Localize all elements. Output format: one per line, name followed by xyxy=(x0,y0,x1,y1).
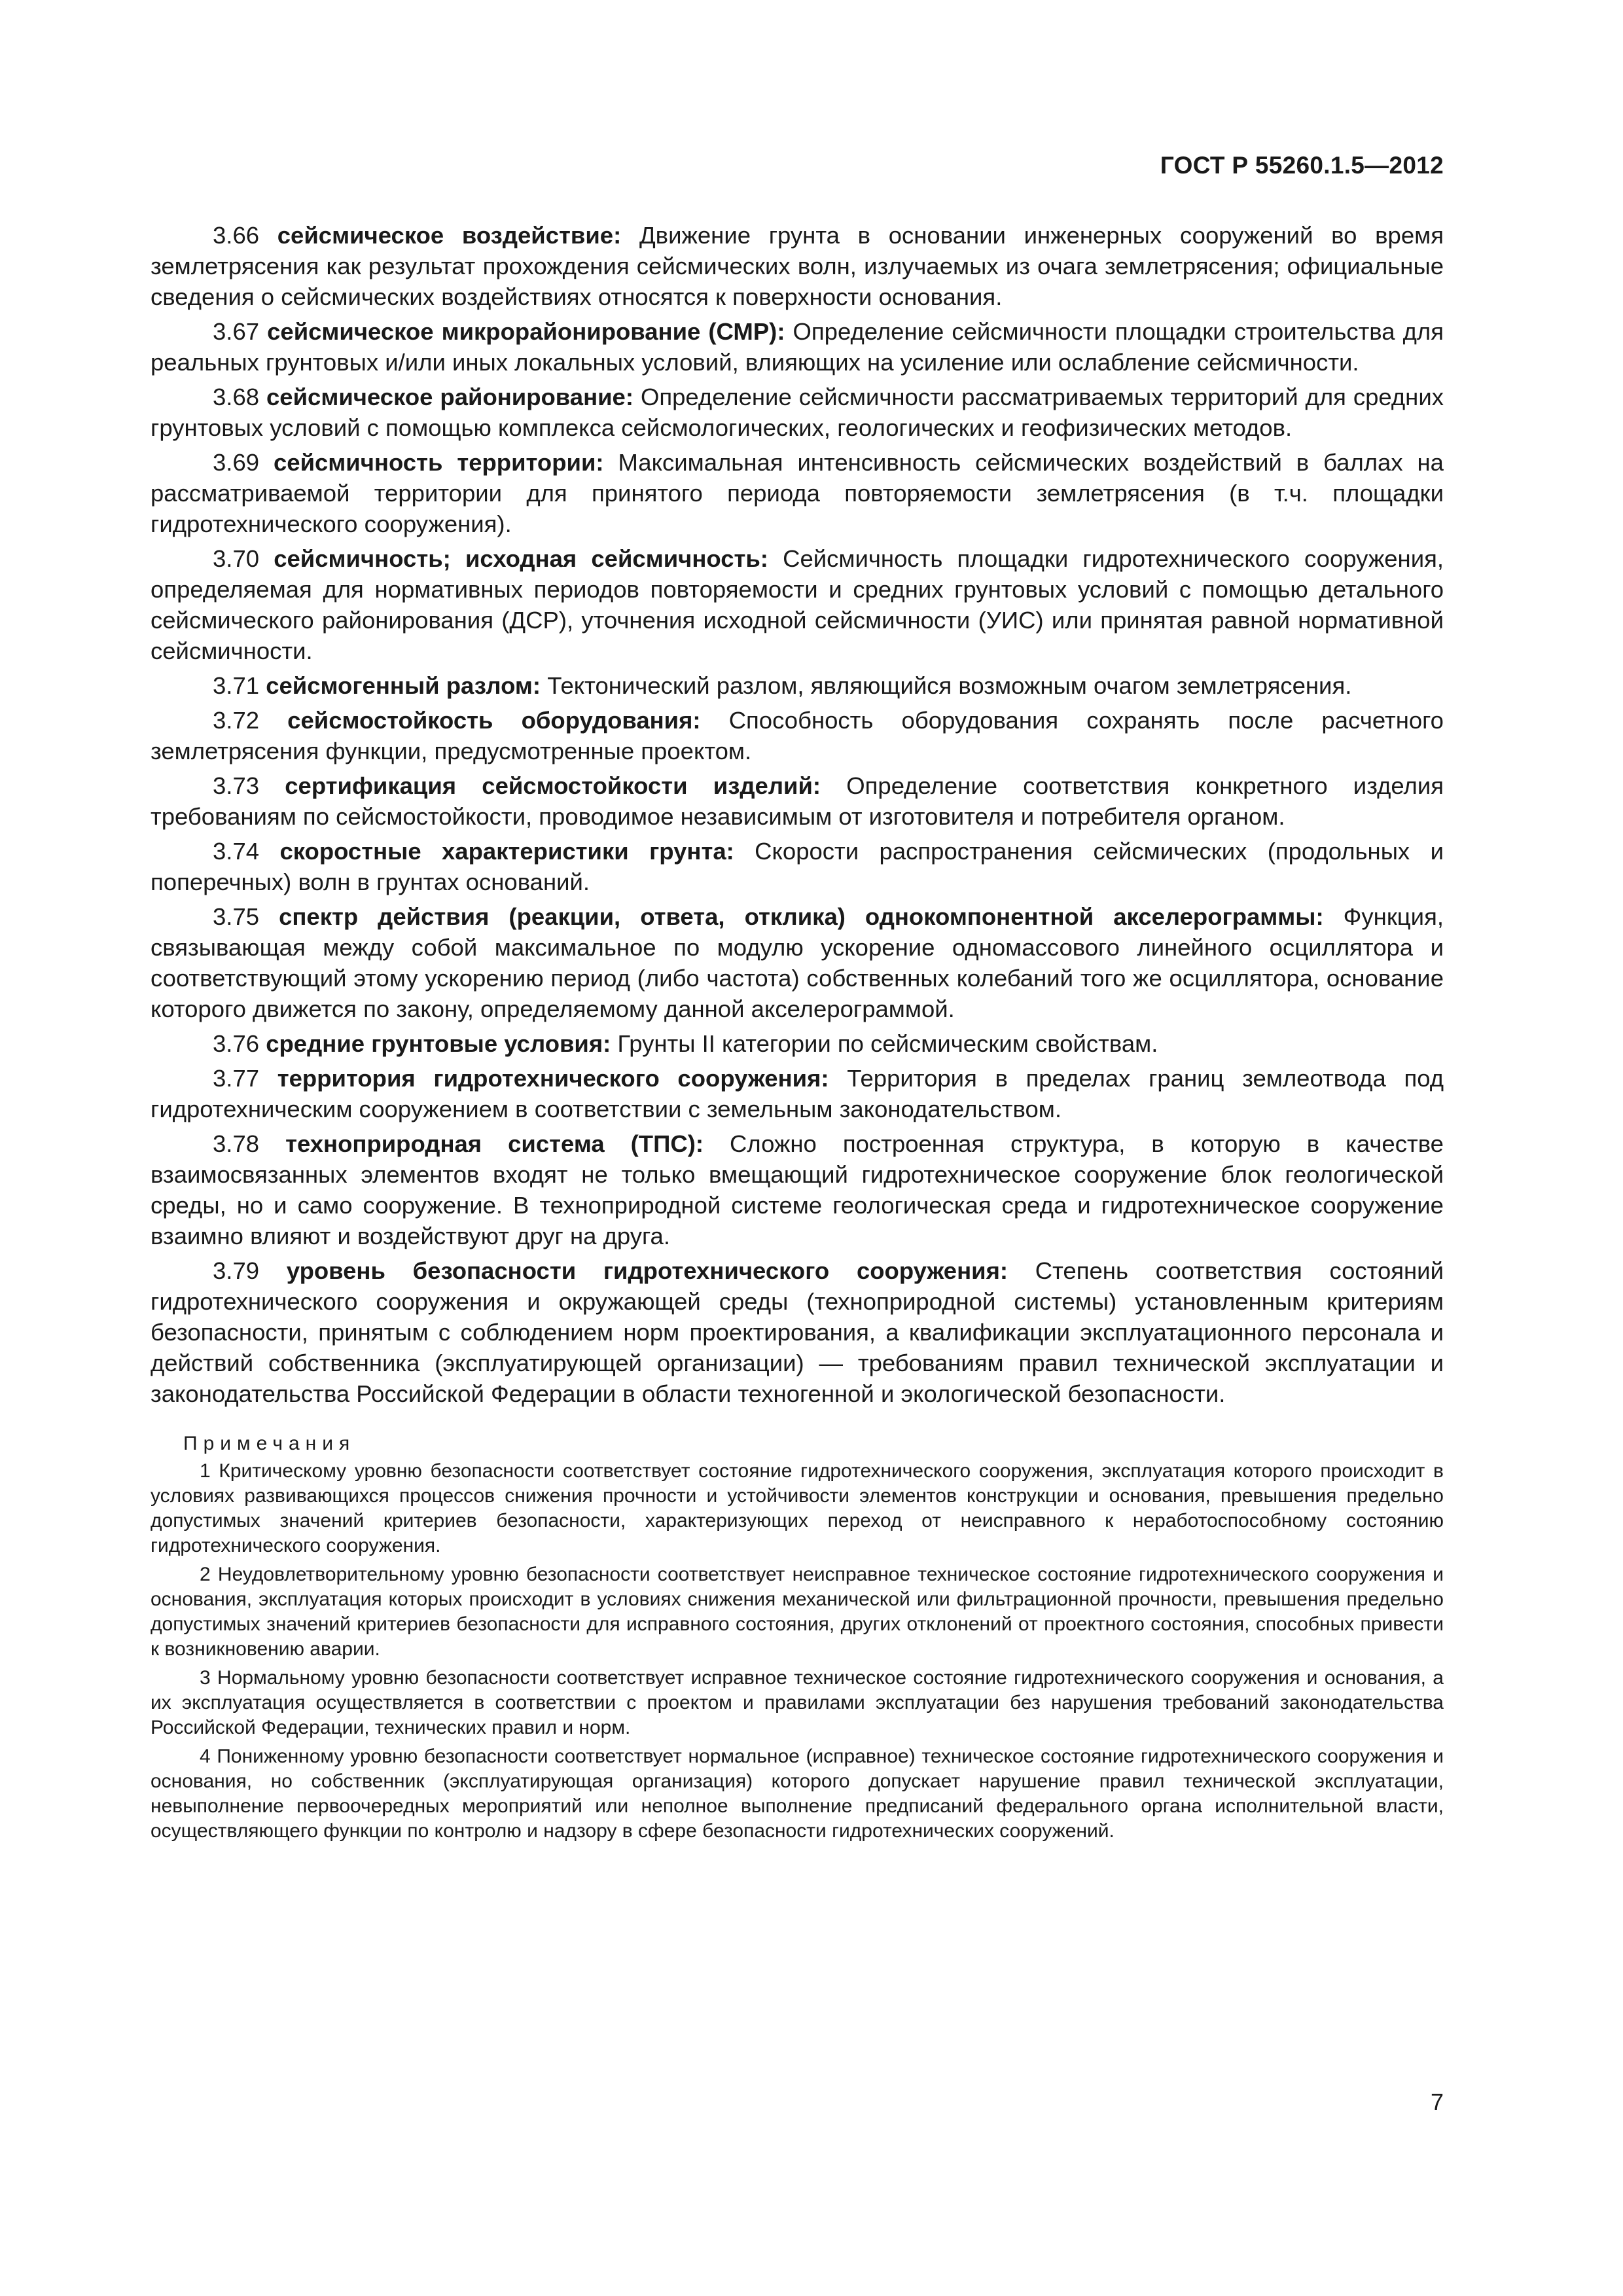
term-number: 3.77 xyxy=(213,1065,260,1092)
document-page xyxy=(151,151,1444,2212)
term-definition: Сложно построенная структура, в которую в качестве взаимосвязанных элементов входят не только вмещающий гидротехническое сооружение блок геологической среды, но и само сооружение. В технoприродной системе геологическая среда и гидротехническое сооружение взаимно влияют и воздействуют друг на друга. xyxy=(151,1130,1444,1249)
term-name: сейсмическое воздействие: xyxy=(277,222,622,249)
term-number: 3.72 xyxy=(213,707,260,734)
term-definition: Сейсмичность площадки гидротехнического сооружения, определяемая для нормативных периодов повторяемости и средних грунтовых условий с помощью детального сейсмического районирования (ДСР), уточнения исходной сейсмичности (УИС) или принятая равной нормативной сейсмичности. xyxy=(151,545,1444,664)
term-number: 3.73 xyxy=(213,772,260,799)
term-entry-3-66 xyxy=(151,220,1444,312)
note-item-4: 4 Пониженному уровню безопасности соответствует нормальное (исправное) техническое состояние гидротехнического сооружения и основания, но собственник (эксплуатирующая организация) которого допускает нарушение правил технической эксплуатации, невыполнение первоочередных мероприятий или неполное выполнение предписаний федерального органа исполнительной власти, осуществляющего функции по контролю и надзору в сфере безопасности гидротехнических сооружений. xyxy=(151,1746,1444,1842)
term-definition: Способность оборудования сохранять после расчетного землетрясения функции, предусмотренные проектом. xyxy=(151,707,1444,764)
term-definition: Территория в пределах границ землеотвода под гидротехническим сооружением в соответствии с земельным законодательством. xyxy=(151,1065,1444,1122)
term-name: сейсмогенный разлом: xyxy=(266,672,541,699)
term-definition: Определение сейсмичности площадки строительства для реальных грунтовых и/или иных локальных условий, влияющих на усиление или ослабление сейсмичности. xyxy=(151,318,1444,376)
terms-list xyxy=(151,220,1444,1409)
document-code-header: ГОСТ Р 55260.1.5—2012 xyxy=(1160,152,1444,179)
notes-section xyxy=(151,1431,1444,1844)
term-entry-3-70 xyxy=(151,543,1444,666)
term-number: 3.79 xyxy=(213,1257,260,1284)
term-entry-3-67 xyxy=(151,316,1444,378)
term-name: сейсмичность территории: xyxy=(273,449,604,476)
term-definition: Движение грунта в основании инженерных сооружений во время землетрясения как результат прохождения сейсмических волн, излучаемых из очага землетрясения; официальные сведения о сейсмических воздействиях относятся к поверхности основания. xyxy=(151,222,1444,310)
term-entry-3-69 xyxy=(151,447,1444,539)
term-entry-3-72 xyxy=(151,705,1444,766)
term-number: 3.70 xyxy=(213,545,260,572)
term-number: 3.74 xyxy=(213,838,260,865)
term-name: сейсмичность; исходная сейсмичность: xyxy=(274,545,768,572)
term-entry-3-73 xyxy=(151,770,1444,832)
term-definition: Определение сейсмичности рассматриваемых территорий для средних грунтовых условий с помощью комплекса сейсмологических, геологических и геофизических методов. xyxy=(151,384,1444,441)
term-number: 3.69 xyxy=(213,449,260,476)
term-number: 3.78 xyxy=(213,1130,260,1157)
page-number: 7 xyxy=(1430,2089,1444,2115)
term-name: сейсмостойкость оборудования: xyxy=(287,707,701,734)
term-definition: Степень соответствия состояний гидротехнического сооружения и окружающей среды (технoприродной системы) установленным критериям безопасности, принятым с соблюдением норм проектирования, а квалификации эксплуатационного персонала и действий собственника (эксплуатирующей организации) — требованиям правил технической эксплуатации и законодательства Российской Федерации в области техногенной и экологической безопасности. xyxy=(151,1257,1444,1407)
term-definition: Функция, связывающая между собой максимальное по модулю ускорение одномассового линейного осциллятора и соответствующий этому ускорению период (либо частота) собственных колебаний того же осциллятора, основание которого движется по закону, определяемому данной акселерограммой. xyxy=(151,903,1444,1022)
term-name: спектр действия (реакции, ответа, отклика) однокомпонентной акселерограммы: xyxy=(279,903,1324,930)
term-entry-3-79 xyxy=(151,1255,1444,1409)
term-number: 3.75 xyxy=(213,903,260,930)
term-name: сейсмическое микрорайонирование (СМР): xyxy=(267,318,785,345)
term-definition: Определение соответствия конкретного изделия требованиям по сейсмостойкости, проводимое независимым от изготовителя и потребителя органом. xyxy=(151,772,1444,830)
note-item-1: 1 Критическому уровню безопасности соответствует состояние гидротехнического сооружения, эксплуатация которого происходит в условиях развивающихся процессов снижения прочности и устойчивости элементов конструкции и основания, превышения предельно допустимых значений критериев безопасности, характеризующих переход от неисправного к неработоспособному состоянию гидротехнического сооружения. xyxy=(151,1460,1444,1556)
term-entry-3-78 xyxy=(151,1128,1444,1251)
term-definition: Тектонический разлом, являющийся возможным очагом землетрясения. xyxy=(547,672,1352,699)
term-name: сейсмическое районирование: xyxy=(266,384,634,410)
term-definition: Грунты II категории по сейсмическим свойствам. xyxy=(617,1030,1158,1057)
term-entry-3-71 xyxy=(151,670,1444,701)
term-entry-3-74 xyxy=(151,836,1444,897)
term-definition: Скорости распространения сейсмических (продольных и поперечных) волн в грунтах оснований. xyxy=(151,838,1444,895)
term-name: сертификация сейсмостойкости изделий: xyxy=(285,772,821,799)
term-number: 3.76 xyxy=(213,1030,260,1057)
note-item-3: 3 Нормальному уровню безопасности соответствует исправное техническое состояние гидротехнического сооружения и основания, а их эксплуатация осуществляется в соответствии с проектом и правилами эксплуатации без нарушения требований законодательства Российской Федерации, технических правил и норм. xyxy=(151,1667,1444,1738)
note-item-2: 2 Неудовлетворительному уровню безопасности соответствует неисправное техническое состояние гидротехнического сооружения и основания, эксплуатация которых происходит в условиях снижения механической или фильтрационной прочности, превышения предельно допустимых значений критериев безопасности для исправного состояния, других отклонений от проектного состояния, способных привести к возникновению аварии. xyxy=(151,1564,1444,1660)
term-number: 3.68 xyxy=(213,384,260,410)
notes-heading: Примечания xyxy=(183,1433,356,1454)
term-definition: Максимальная интенсивность сейсмических воздействий в баллах на рассматриваемой территории для принятого периода повторяемости землетрясения (в т.ч. площадки гидротехнического сооружения). xyxy=(151,449,1444,537)
term-name: средние грунтовые условия: xyxy=(266,1030,611,1057)
term-entry-3-68 xyxy=(151,382,1444,443)
term-entry-3-76 xyxy=(151,1028,1444,1059)
term-number: 3.67 xyxy=(213,318,260,345)
term-number: 3.66 xyxy=(213,222,260,249)
term-name: уровень безопасности гидротехнического сооружения: xyxy=(286,1257,1008,1284)
term-name: скоростные характеристики грунта: xyxy=(279,838,734,865)
term-name: технoприродная система (ТПС): xyxy=(285,1130,704,1157)
term-number: 3.71 xyxy=(213,672,260,699)
term-entry-3-77 xyxy=(151,1063,1444,1124)
term-entry-3-75 xyxy=(151,901,1444,1024)
term-name: территория гидротехнического сооружения: xyxy=(277,1065,829,1092)
